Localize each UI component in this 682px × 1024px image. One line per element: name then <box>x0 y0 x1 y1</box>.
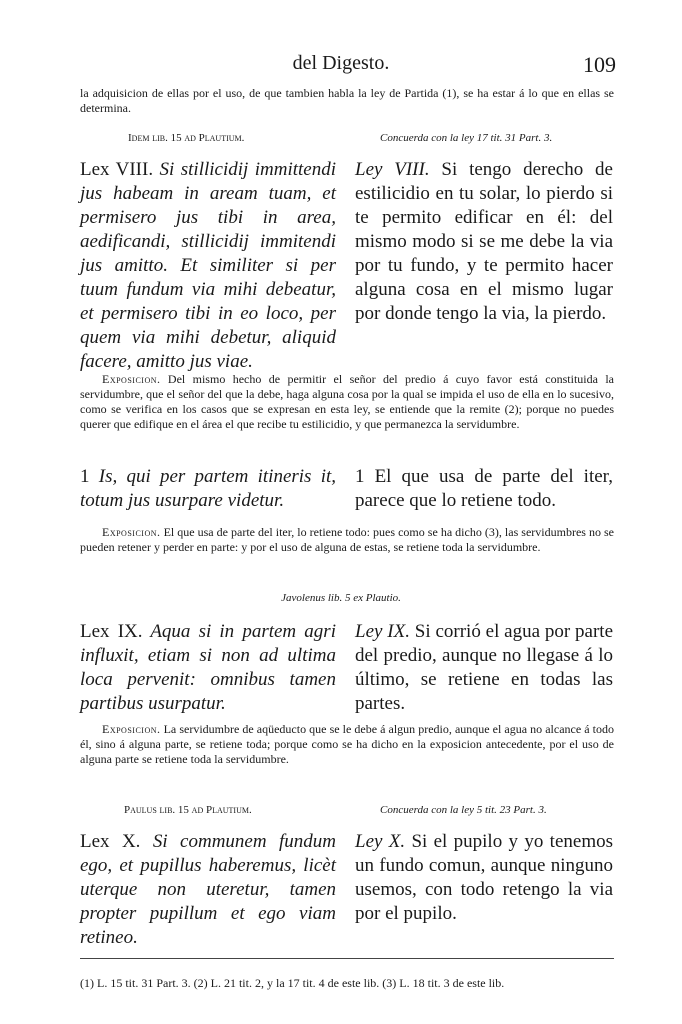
spanish-paragraph-1 <box>355 465 613 513</box>
latin-law-label: 1 <box>80 466 90 487</box>
page-title: del Digesto. <box>292 52 390 74</box>
spanish-law-label: Ley VIII. <box>355 159 430 180</box>
spanish-law-text: Si corrió el agua por parte del predio, aunque no llegase á lo último, se retiene en todas las partes. <box>355 621 614 714</box>
spanish-ley-ix <box>355 620 613 716</box>
latin-law-text: Is, qui per partem itineris it, totum jus usurpare videtur. <box>80 466 336 511</box>
heading-left: Idem lib. 15 ad Plautium. <box>128 132 245 144</box>
exposicion-text: La servidumbre de aqüeducto que se le debe á algun predio, aunque el agua no alcance á todo él, sino á alguna parte, se retiene toda; porque como se ha dicho en la exposicion antecedente, por el uso de alguna parte se retiene toda la servidumbre. <box>80 722 614 766</box>
spanish-law-text: Si el pupilo y yo tenemos un fundo comun, aunque ninguno usemos, con todo retengo la via por el pupilo. <box>355 831 614 924</box>
latin-law-text: Aqua si in partem agri influxit, etiam si non ad ultima loca pervenit: omnibus tamen partibus usurpatur. <box>80 621 336 714</box>
exposicion-text: El que usa de parte del iter, lo retiene todo: pues como se ha dicho (3), las servidumbres no se pueden retener y perder en parte: y por el uso de alguna de estas, se retiene toda la servidumbre. <box>80 525 615 554</box>
spanish-law-label: Ley X. <box>355 831 406 852</box>
exposicion-label: Exposicion. <box>102 372 161 386</box>
exposicion-label: Exposicion. <box>102 525 161 539</box>
latin-lex-viii <box>80 158 336 374</box>
spanish-law-text: El que usa de parte del iter, parece que lo retiene todo. <box>355 466 613 511</box>
heading-left: Paulus lib. 15 ad Plautium. <box>124 804 252 816</box>
latin-law-label: Lex IX. <box>80 621 143 642</box>
heading-center: Javolenus lib. 5 ex Plautio. <box>281 592 401 604</box>
spanish-law-label: 1 <box>355 466 365 487</box>
exposicion-3 <box>80 722 614 767</box>
latin-law-label: Lex VIII. <box>80 159 154 180</box>
heading-right: Concuerda con la ley 17 tit. 31 Part. 3. <box>380 132 553 144</box>
latin-law-label: Lex X. <box>80 831 141 852</box>
latin-law-text: Si communem fundum ego, et pupillus haberemus, licèt uterque non uteretur, tamen propter pupillum et ego viam retineo. <box>80 831 337 948</box>
heading-right: Concuerda con la ley 5 tit. 23 Part. 3. <box>380 804 547 816</box>
exposicion-1 <box>80 372 614 432</box>
latin-lex-x <box>80 830 336 950</box>
exposicion-2 <box>80 525 614 555</box>
intro-text: la adquisicion de ellas por el uso, de que tambien habla la ley de Partida (1), se ha estar á lo que en ellas se determina. <box>80 86 614 115</box>
spanish-law-text: Si tengo derecho de estilicidio en tu solar, lo pierdo si te permito edificar en él: del mismo modo si se me debe la via por tu fundo, y te permito hacer alguna cosa en el mismo lugar por donde tengo la via, la pierdo. <box>355 159 613 324</box>
spanish-ley-x <box>355 830 613 926</box>
spanish-law-label: Ley IX. <box>355 621 410 642</box>
footnotes: (1) L. 15 tit. 31 Part. 3. (2) L. 21 tit. 2, y la 17 tit. 4 de este lib. (3) L. 18 tit. 3 de este lib. <box>80 976 505 990</box>
page-number: 109 <box>583 52 616 77</box>
latin-paragraph-1 <box>80 465 336 513</box>
footnote-divider <box>80 958 614 959</box>
latin-law-text: Si stillicidij immittendi jus habeam in aream tuam, et permisero jus tibi in area, aedificandi, stillicidij immitendi jus amitto. Et similiter si per tuum fundum via mihi debeatur, et permisero tibi in eo loco, per quem via mihi debetur, aliquid facere, amitto jus viae. <box>80 159 337 372</box>
latin-lex-ix <box>80 620 336 716</box>
exposicion-text: Del mismo hecho de permitir el señor del predio á cuyo favor está constituida la servidumbre, que el señor del que la debe, haga alguna cosa por la qual se impida el uso de ella en lo sucesivo, como se verifica en los casos que se expresan en esta ley, se entiende que la remite (2); porque no puedes querer que edifique en el área el que recibe tu estilicidio, y que permanezca la servidumbre. <box>80 372 615 431</box>
spanish-ley-viii <box>355 158 613 326</box>
exposicion-label: Exposicion. <box>102 722 161 736</box>
